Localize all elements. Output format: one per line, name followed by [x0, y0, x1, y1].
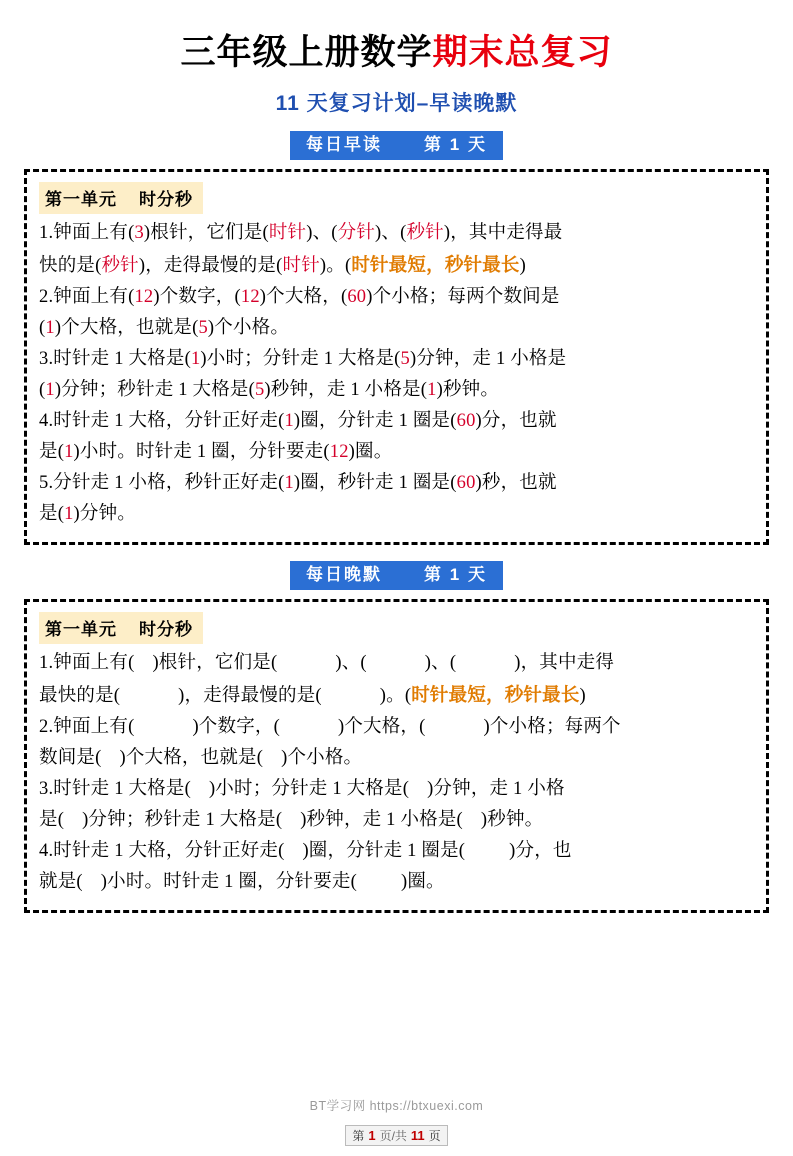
- pager-mid: 页/共: [379, 1129, 407, 1143]
- question-line: 1.钟面上有( )根针，它们是( )、( )、( )，其中走得: [39, 653, 615, 674]
- question-line: 最快的是( )，走得最慢的是( )。(时针最短，秒针最长): [39, 684, 586, 707]
- question-line: (1)个大格，也就是(5)个小格。: [39, 317, 290, 338]
- page-title: [24, 34, 769, 73]
- question-line: 2.钟面上有( )个数字，( )个大格，( )个小格；每两个: [39, 717, 621, 738]
- question-line: 3.时针走 1 大格是( )小时；分针走 1 大格是( )分钟，走 1 小格: [39, 779, 565, 800]
- pager-current: 1: [368, 1128, 376, 1143]
- pager-total: 11: [410, 1128, 425, 1143]
- evening-band: [290, 561, 503, 590]
- evening-box: [24, 599, 769, 913]
- pager-suffix: 页: [428, 1129, 441, 1143]
- evening-question-2: [39, 712, 754, 774]
- morning-band-label: 每日早读: [306, 134, 383, 154]
- morning-band: [290, 131, 503, 160]
- question-line: 是(1)小时。时针走 1 圈，分针要走(12)圈。: [39, 441, 393, 462]
- morning-band-day: 第 1 天: [424, 134, 487, 154]
- page-title-black: 三年级上册数学: [180, 33, 433, 72]
- morning-question-5: [39, 468, 754, 530]
- question-line: 4.时针走 1 大格，分针正好走(1)圈，分针走 1 圈是(60)分，也就: [39, 410, 557, 431]
- question-line: (1)分钟；秒针走 1 大格是(5)秒钟，走 1 小格是(1)秒钟。: [39, 379, 500, 400]
- question-line: 5.分针走 1 小格，秒针正好走(1)圈，秒针走 1 圈是(60)秒，也就: [39, 472, 557, 493]
- evening-unit: 第一单元: [45, 620, 117, 640]
- evening-question-4: [39, 836, 754, 898]
- watermark: BT学习网 https://btxuexi.com: [309, 1099, 484, 1113]
- morning-box: [24, 169, 769, 545]
- evening-unit-topic: 时分秒: [139, 620, 193, 640]
- morning-question-1: [39, 218, 754, 282]
- evening-band-day: 第 1 天: [424, 564, 487, 584]
- morning-question-4: [39, 406, 754, 468]
- question-line: 1.钟面上有(3)根针，它们是(时针)、(分针)、(秒针)，其中走得最: [39, 222, 563, 243]
- morning-unit: 第一单元: [45, 189, 117, 209]
- evening-question-1: [39, 648, 754, 712]
- evening-band-label: 每日晚默: [306, 564, 383, 584]
- worksheet-page: [0, 34, 793, 1156]
- question-line: 是(1)分钟。: [39, 503, 136, 524]
- page-title-red: 期末总复习: [432, 33, 613, 72]
- question-line: 3.时针走 1 大格是(1)小时；分针走 1 大格是(5)分钟，走 1 小格是: [39, 348, 567, 369]
- evening-band-wrap: [24, 561, 769, 590]
- question-line: 2.钟面上有(12)个数字，(12)个大格，(60)个小格；每两个数间是: [39, 286, 560, 307]
- pager: [0, 1125, 793, 1146]
- evening-question-3: [39, 774, 754, 836]
- morning-question-2: [39, 282, 754, 344]
- question-line: 数间是( )个大格，也就是( )个小格。: [39, 748, 363, 769]
- morning-band-wrap: [24, 131, 769, 160]
- question-line: 是( )分钟；秒针走 1 大格是( )秒钟，走 1 小格是( )秒钟。: [39, 810, 544, 831]
- pager-prefix: 第: [352, 1129, 365, 1143]
- morning-unit-topic: 时分秒: [139, 189, 193, 209]
- morning-unit-head: [39, 182, 203, 214]
- question-line: 快的是(秒针)，走得最慢的是(时针)。(时针最短，秒针最长): [39, 253, 527, 276]
- evening-unit-head: [39, 612, 203, 644]
- page-subtitle: 11 天复习计划–早读晚默: [275, 91, 518, 115]
- pager-inner: [345, 1125, 447, 1146]
- question-line: 4.时针走 1 大格，分针正好走( )圈，分针走 1 圈是( )分，也: [39, 841, 572, 862]
- question-line: 就是( )小时。时针走 1 圈，分针要走( )圈。: [39, 872, 445, 893]
- morning-question-3: [39, 344, 754, 406]
